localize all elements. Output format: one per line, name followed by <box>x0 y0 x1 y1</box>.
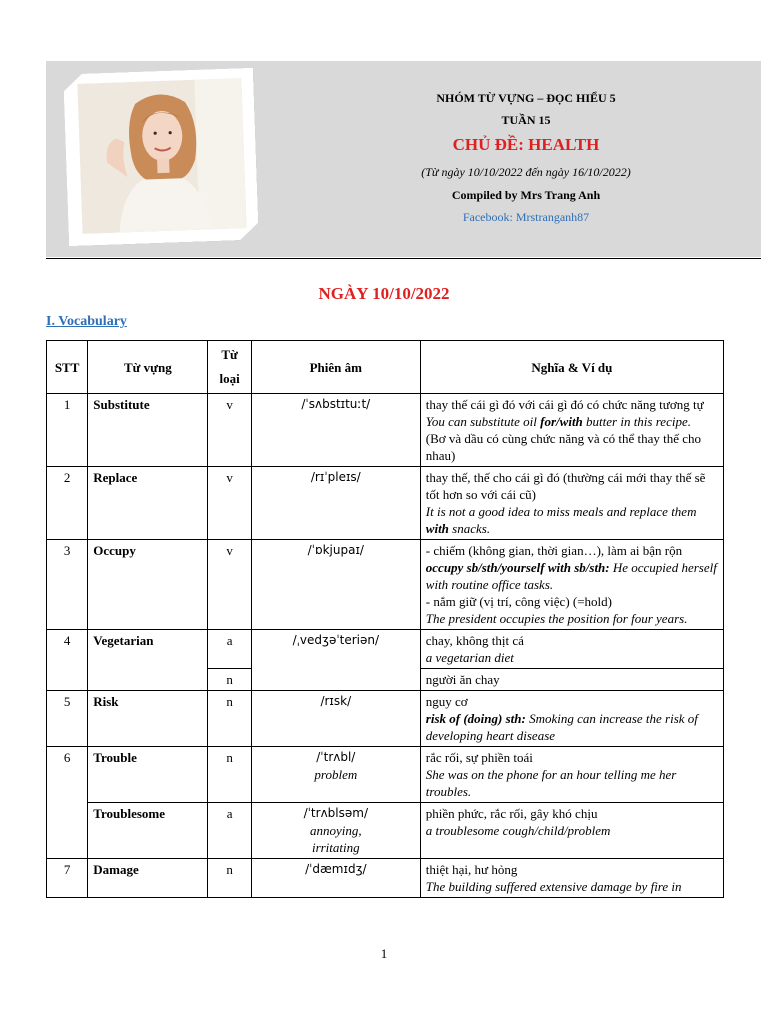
example: a troublesome cough/child/problem <box>425 823 611 838</box>
row-meaning <box>420 669 723 691</box>
definition: thiệt hại, hư hỏng <box>425 862 518 877</box>
row-ipa: /ˈsʌbstɪtuːt/ <box>251 394 420 467</box>
row-ipa: /ˈɒkjupaɪ/ <box>251 540 420 630</box>
row-meaning <box>420 540 723 630</box>
example-text: Smoking can increase the risk of developing heart disease <box>425 711 698 743</box>
ipa-synonym: annoying, <box>309 823 362 838</box>
table-row <box>47 540 724 630</box>
definition: nguy cơ <box>425 694 468 709</box>
table-row <box>47 747 724 803</box>
row-stt: 5 <box>47 691 88 747</box>
row-meaning <box>420 630 723 669</box>
definition: người ăn chay <box>425 672 500 687</box>
note: (Bơ và dầu có cùng chức năng và có thể thay thế cho nhau) <box>425 431 702 463</box>
ipa-synonym: irritating <box>311 840 360 855</box>
header-meaning: Nghĩa & Ví dụ <box>420 341 723 394</box>
row-meaning <box>420 467 723 540</box>
table-row <box>47 691 724 747</box>
row-word: Damage <box>88 859 208 898</box>
definition: phiền phức, rắc rối, gây khó chịu <box>425 806 598 821</box>
header-divider <box>46 258 761 259</box>
row-pos: n <box>208 669 251 691</box>
row-word: Substitute <box>88 394 208 467</box>
row-word: Occupy <box>88 540 208 630</box>
group-title: NHÓM TỪ VỰNG – ĐỌC HIỂU 5 <box>436 91 616 105</box>
example-text: It is not a good idea to miss meals and replace them <box>425 504 697 519</box>
table-row <box>47 467 724 540</box>
row-ipa: /ˈdæmɪdʒ/ <box>251 859 420 898</box>
definition: chay, không thịt cá <box>425 633 524 648</box>
row-stt: 6 <box>47 747 88 859</box>
row-pos: v <box>208 540 251 630</box>
example <box>426 710 718 744</box>
row-word: Risk <box>88 691 208 747</box>
woman-portrait-image <box>77 78 246 234</box>
row-word: Vegetarian <box>88 630 208 691</box>
row-stt: 7 <box>47 859 88 898</box>
definition: thay thế, thế cho cái gì đó (thường cái mới thay thế sẽ tốt hơn so với cái cũ) <box>425 470 706 502</box>
header-box <box>46 61 761 257</box>
row-word: Replace <box>88 467 208 540</box>
author-photo-frame <box>63 68 259 247</box>
example <box>426 503 718 537</box>
example-highlight: for/with <box>540 414 583 429</box>
example <box>426 559 718 593</box>
row-ipa: /ˌvedʒəˈteriən/ <box>251 630 420 691</box>
row-stt: 4 <box>47 630 88 691</box>
compiled-by: Compiled by Mrs Trang Anh <box>451 188 601 202</box>
row-stt: 2 <box>47 467 88 540</box>
example-text: butter in this recipe. <box>582 414 691 429</box>
definition: rắc rối, sự phiền toái <box>425 750 533 765</box>
table-row <box>47 394 724 467</box>
row-ipa <box>251 747 420 803</box>
week-label: TUẦN 15 <box>501 113 551 127</box>
row-word: Trouble <box>88 747 208 803</box>
header-word: Từ vựng <box>88 341 208 394</box>
header-stt: STT <box>47 341 88 394</box>
example-highlight: risk of (doing) sth: <box>425 711 526 726</box>
row-stt: 3 <box>47 540 88 630</box>
row-meaning <box>420 859 723 898</box>
example-highlight: with <box>425 521 449 536</box>
author-photo <box>77 78 246 234</box>
row-pos: v <box>208 467 251 540</box>
vocabulary-table <box>46 340 724 898</box>
example: The president occupies the position for four years. <box>425 611 688 626</box>
section-title-vocabulary[interactable]: I. Vocabulary <box>46 314 127 329</box>
row-pos: a <box>208 803 251 859</box>
row-stt: 1 <box>47 394 88 467</box>
row-ipa: /rɪsk/ <box>251 691 420 747</box>
table-row <box>47 630 724 669</box>
row-pos: n <box>208 859 251 898</box>
definition: - nắm giữ (vị trí, công việc) (=hold) <box>425 594 612 609</box>
definition: thay thế cái gì đó với cái gì đó có chức năng tương tự <box>425 397 704 412</box>
row-meaning <box>420 747 723 803</box>
header-pos-line1: Từ <box>221 347 238 362</box>
example-highlight: occupy sb/sth/yourself with sb/sth: <box>425 560 610 575</box>
row-pos: n <box>208 747 251 803</box>
header-pos-line2: loại <box>219 371 240 386</box>
facebook-link[interactable]: Facebook: Mrstranganh87 <box>462 210 590 224</box>
ipa-text: /ˈtrʌbl/ <box>316 750 356 764</box>
date-range: (Từ ngày 10/10/2022 đến ngày 16/10/2022) <box>421 165 631 179</box>
definition: - chiếm (không gian, thời gian…), làm ai bận rộn <box>425 543 683 558</box>
row-ipa: /rɪˈpleɪs/ <box>251 467 420 540</box>
row-meaning <box>420 803 723 859</box>
row-meaning <box>420 394 723 467</box>
table-header-row <box>47 341 724 394</box>
topic-title: CHỦ ĐỀ: HEALTH <box>452 135 600 154</box>
row-word: Troublesome <box>88 803 208 859</box>
table-row <box>47 859 724 898</box>
example-text: He occupied herself with routine office tasks. <box>425 560 717 592</box>
page-number: 1 <box>380 946 388 961</box>
header-pos <box>208 341 251 394</box>
header-ipa: Phiên âm <box>251 341 420 394</box>
ipa-synonym: problem <box>314 767 358 782</box>
example-text: snacks. <box>448 521 491 536</box>
example: The building suffered extensive damage by fire in <box>425 879 682 894</box>
row-pos: a <box>208 630 251 669</box>
example <box>426 413 718 430</box>
example: She was on the phone for an hour telling me her troubles. <box>425 767 677 799</box>
day-title: NGÀY 10/10/2022 <box>318 284 450 303</box>
row-meaning <box>420 691 723 747</box>
row-pos: n <box>208 691 251 747</box>
example: a vegetarian diet <box>425 650 514 665</box>
row-ipa <box>251 803 420 859</box>
row-pos: v <box>208 394 251 467</box>
example-text: You can substitute oil <box>425 414 541 429</box>
table-row <box>47 803 724 859</box>
ipa-text: /ˈtrʌblsəm/ <box>303 806 368 820</box>
